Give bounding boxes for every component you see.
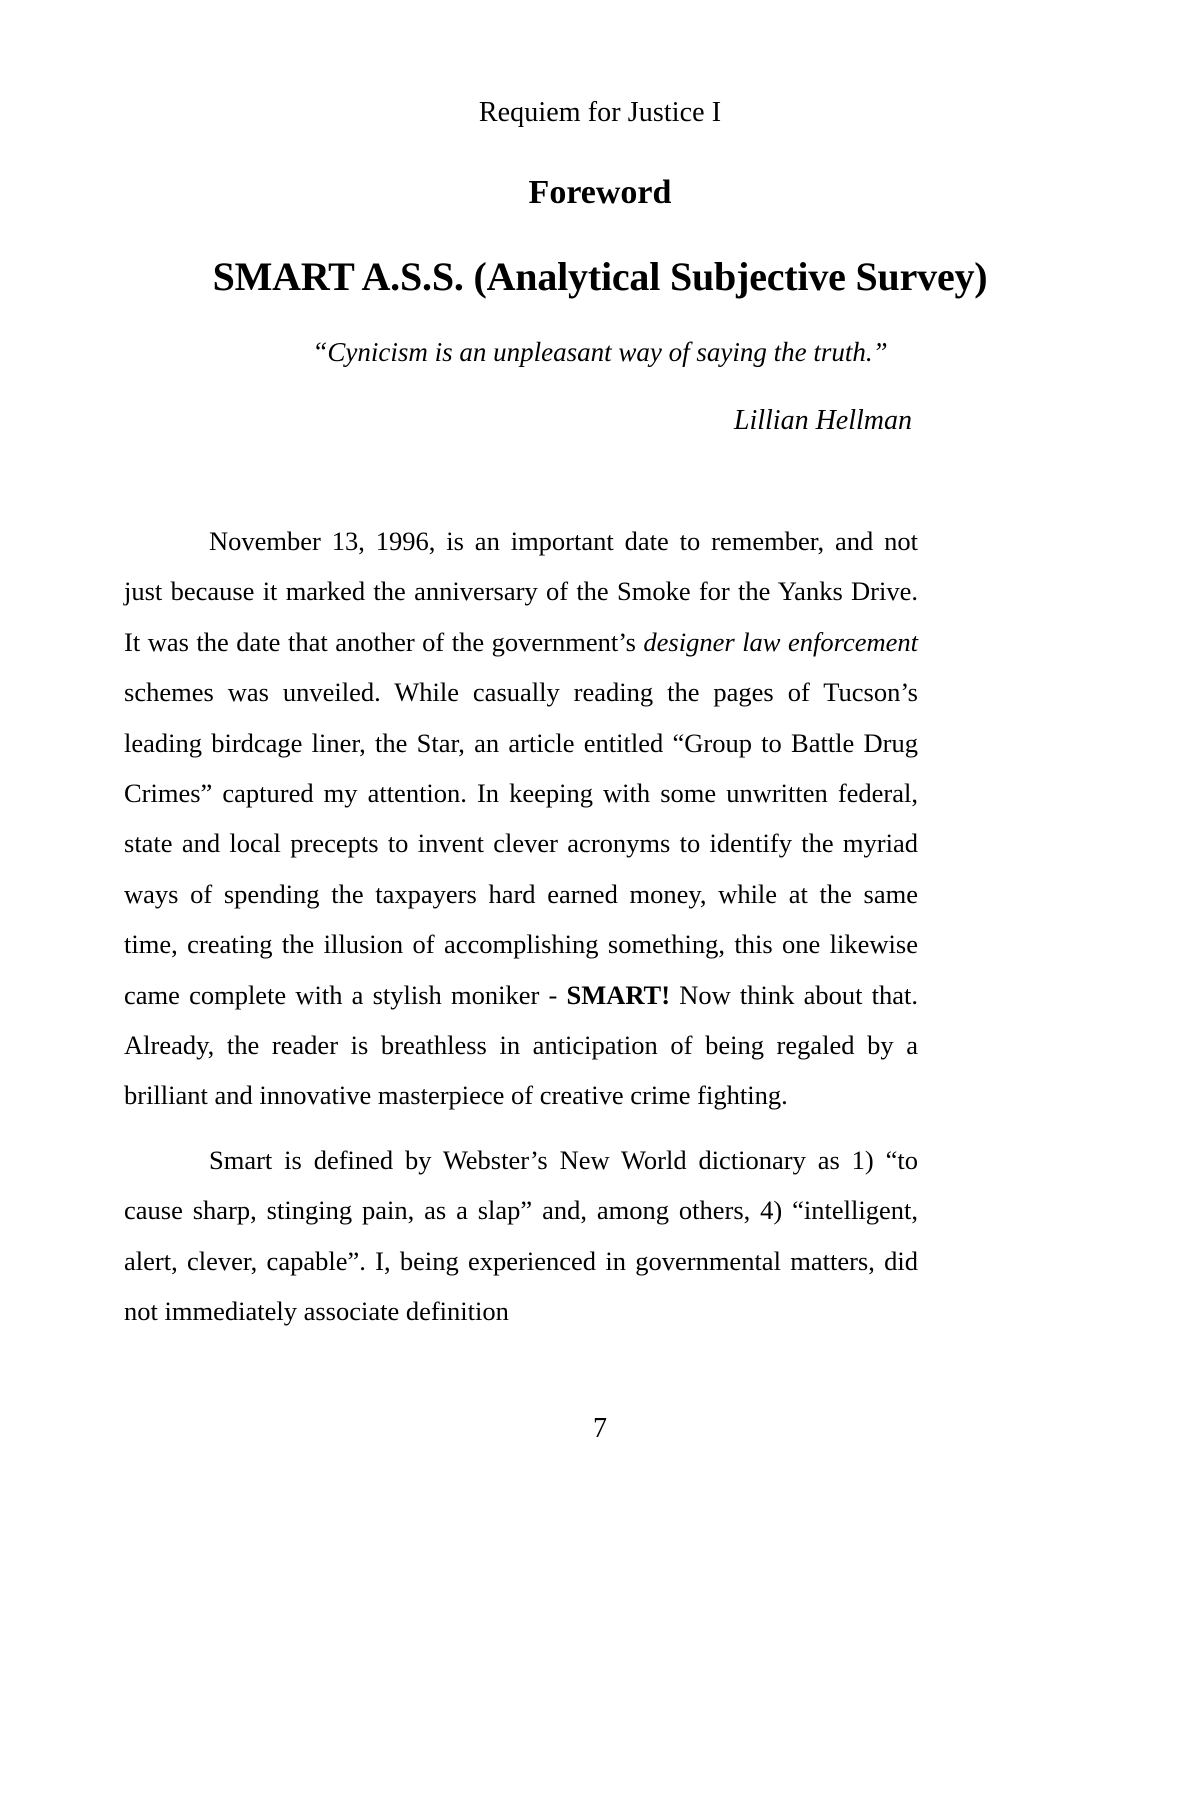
chapter-title: SMART A.S.S. (Analytical Subjective Survey) <box>212 254 988 299</box>
paragraph-1-emphasis-smart: SMART! <box>566 979 671 1010</box>
paragraph-1-part-2: schemes was unveiled. While casually reading the pages of Tucson’s leading birdcage liner, the Star, an article entitled “Group to Battle Drug Crimes” captured my attention. In keeping with some unwritten federal, state and local precepts to invent clever acronyms to identify the myriad ways of spending the taxpayers hard earned money, while at the same time, creating the illusion of accomplishing something, this one likewise came complete with a stylish moniker - <box>124 677 918 1010</box>
paragraph-1-part-1: November 13, 1996, is an important date to remember, and not just because it marked the anniversary of the Smoke for the Yanks Drive. It was the date that another of the government’s <box>124 526 918 657</box>
epigraph-quote: “Cynicism is an unpleasant way of saying the truth.” <box>312 337 888 367</box>
paragraph-2 <box>124 1135 918 1337</box>
paragraph-1-emphasis-designer-law-enforcement: designer law enforcement <box>643 626 918 657</box>
epigraph-attribution: Lillian Hellman <box>733 405 912 436</box>
running-header: Requiem for Justice I <box>478 97 722 128</box>
section-heading-foreword: Foreword <box>528 174 672 211</box>
paragraph-1 <box>124 516 918 1121</box>
page-number: 7 <box>593 1413 607 1444</box>
body-text <box>124 516 918 1337</box>
paragraph-1-part-3: Now think about that. Already, the reader is breathless in anticipation of being regaled by a brilliant and innovative masterpiece of creative crime fighting. <box>124 979 918 1111</box>
paragraph-2-text: Smart is defined by Webster’s New World dictionary as 1) “to cause sharp, stinging pain, as a slap” and, among others, 4) “intelligent, alert, clever, capable”. I, being experienced in governmental matters, did not immediately associate definition <box>124 1144 918 1327</box>
